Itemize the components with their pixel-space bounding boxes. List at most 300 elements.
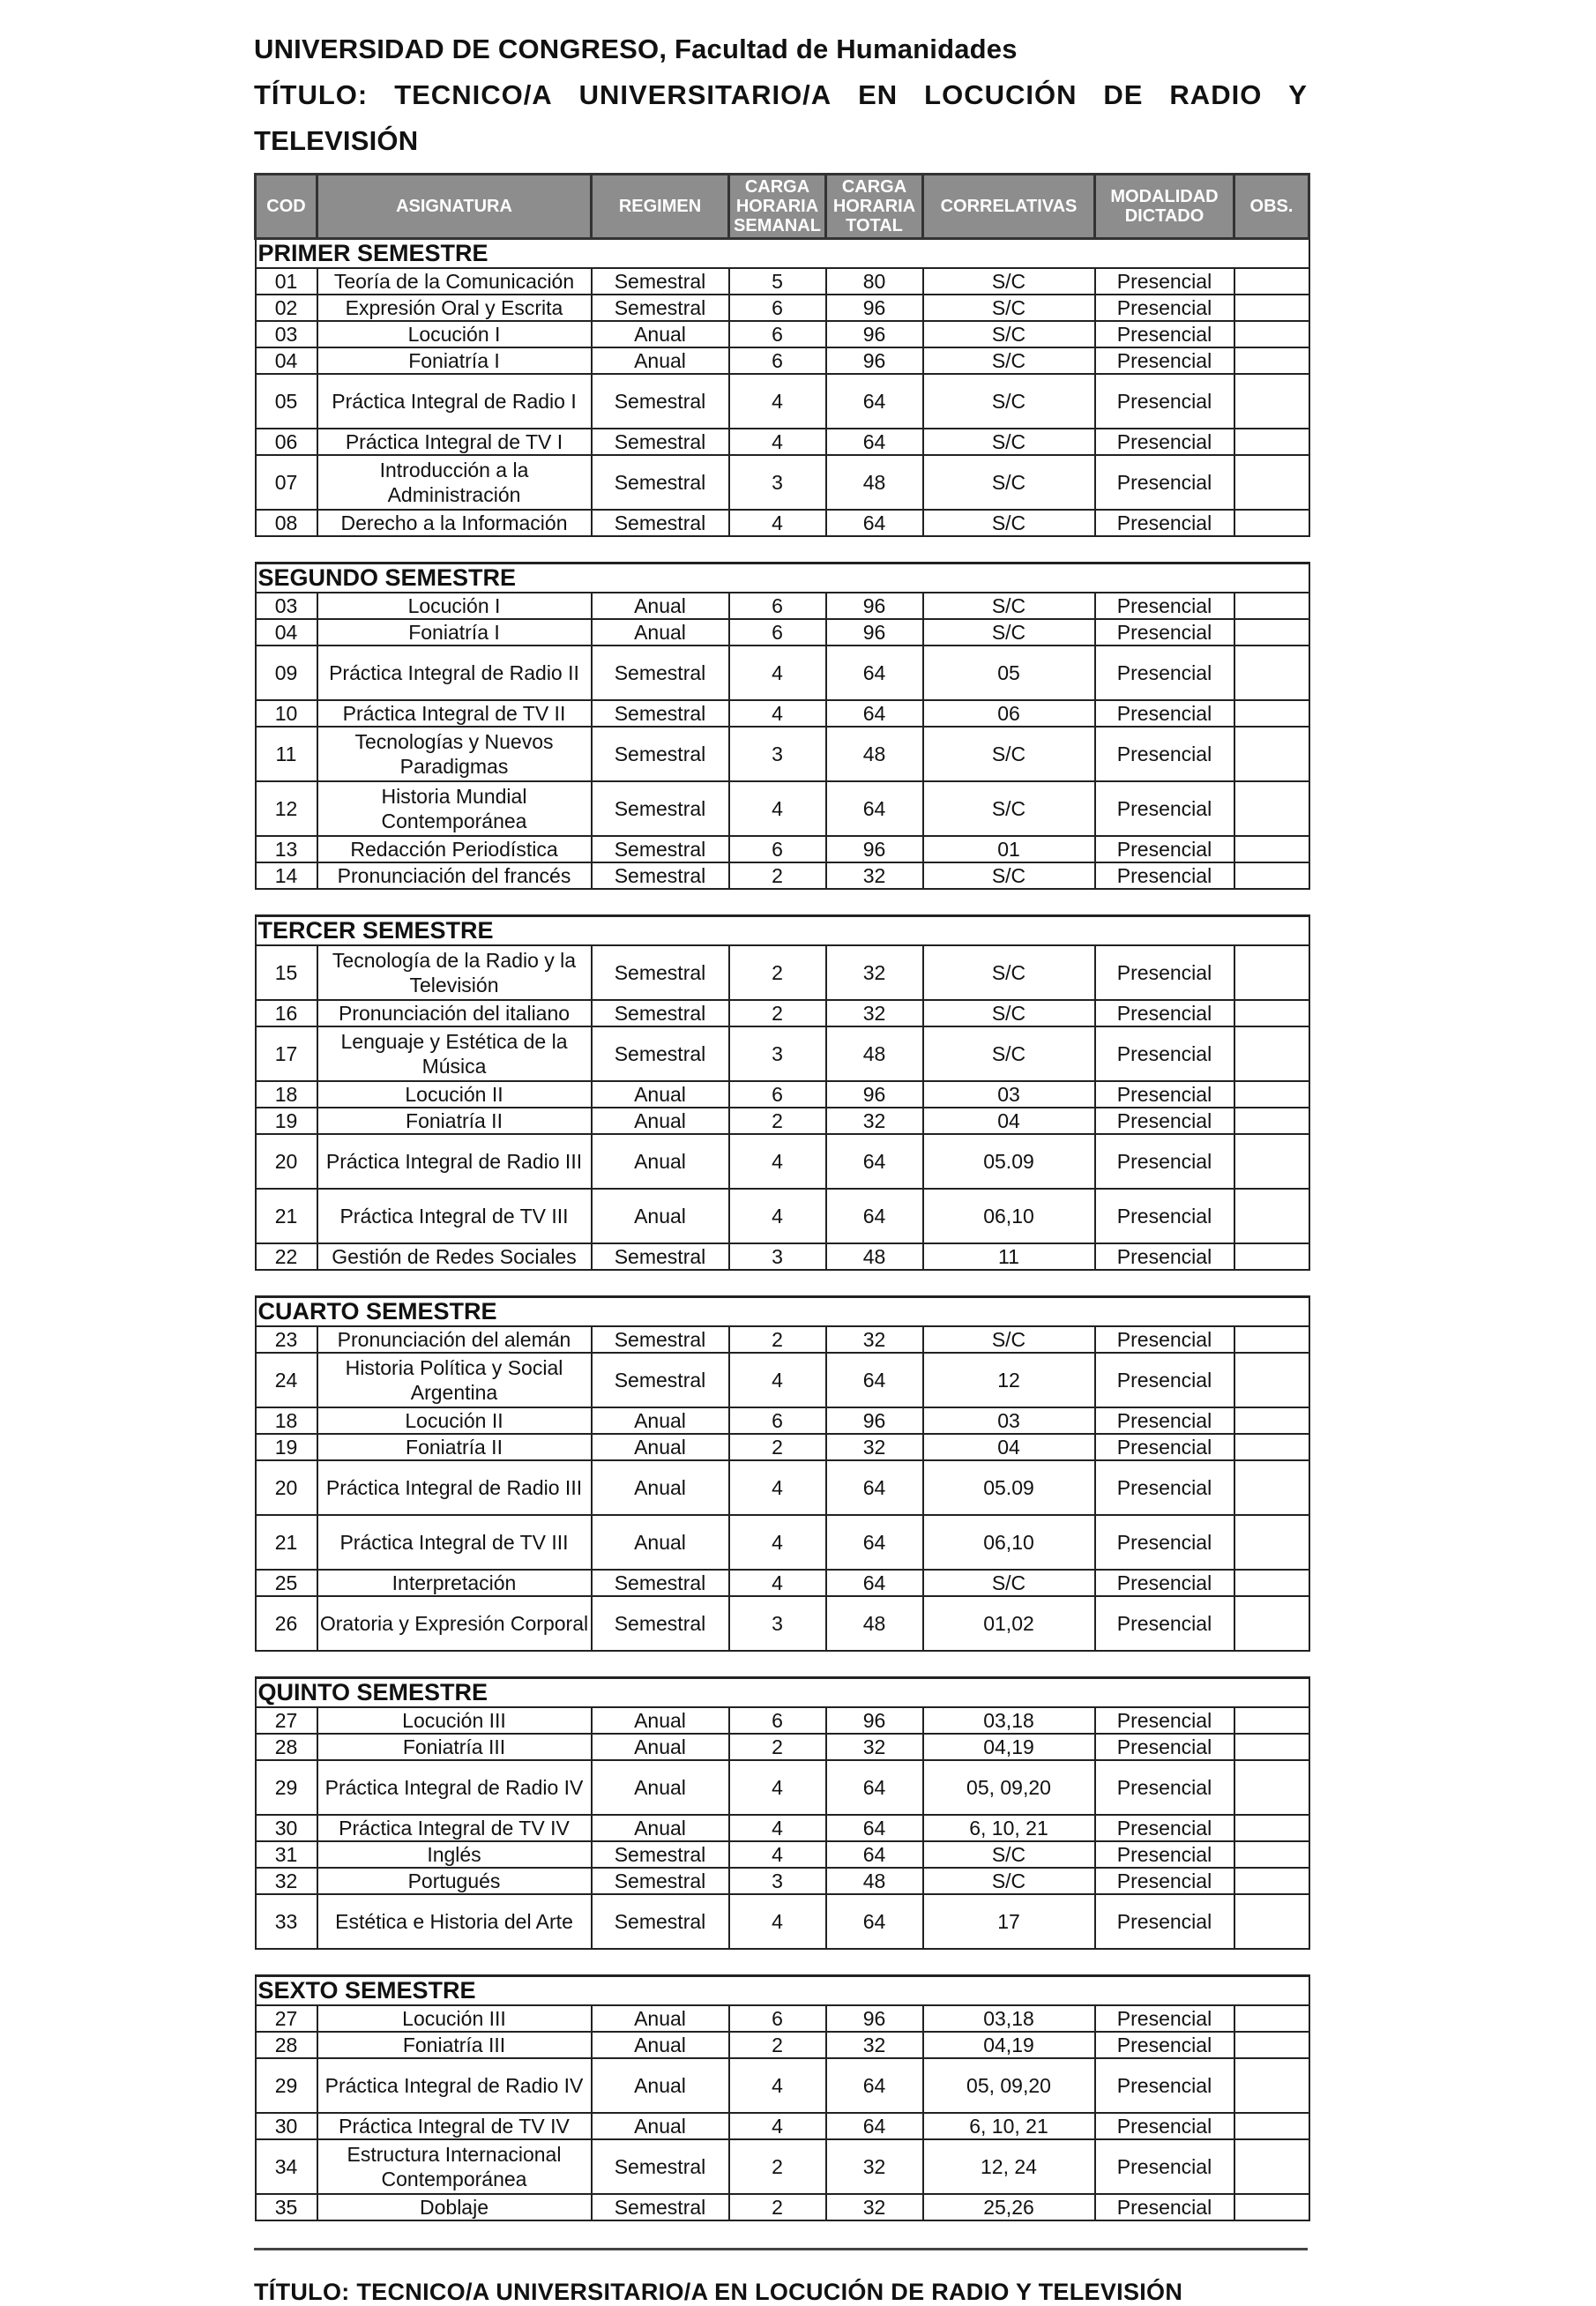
spacer-cell (256, 1949, 1309, 1976)
cell-carga-total: 64 (826, 646, 923, 700)
cell-regimen: Semestral (592, 295, 729, 321)
cell-carga-semanal: 4 (729, 1894, 826, 1949)
semester-title: SEXTO SEMESTRE (256, 1976, 1309, 2006)
cell-cod: 01 (256, 268, 317, 295)
cell-cod: 28 (256, 1734, 317, 1760)
table-row (256, 1000, 1309, 1026)
degree-title-line (254, 72, 1308, 118)
cell-carga-total: 32 (826, 2139, 923, 2194)
cell-modalidad: Presencial (1095, 945, 1234, 1000)
cell-carga-semanal: 3 (729, 455, 826, 510)
semester-spacer (256, 1949, 1309, 1976)
table-row (256, 347, 1309, 374)
cell-regimen: Anual (592, 1707, 729, 1734)
table-row (256, 619, 1309, 646)
table-row (256, 455, 1309, 510)
cell-correlativas: 01 (923, 836, 1095, 862)
cell-correlativas: 05.09 (923, 1134, 1095, 1189)
cell-asignatura: Foniatría III (317, 1734, 592, 1760)
cell-asignatura: Foniatría II (317, 1434, 592, 1460)
cell-asignatura: Gestión de Redes Sociales (317, 1243, 592, 1270)
cell-asignatura: Lenguaje y Estética de la Música (317, 1026, 592, 1081)
cell-asignatura: Práctica Integral de TV IV (317, 2113, 592, 2139)
cell-cod: 19 (256, 1434, 317, 1460)
cell-carga-semanal: 4 (729, 1841, 826, 1868)
cell-cod: 17 (256, 1026, 317, 1081)
cell-carga-total: 48 (826, 455, 923, 510)
cell-asignatura: Expresión Oral y Escrita (317, 295, 592, 321)
cell-modalidad: Presencial (1095, 1760, 1234, 1815)
cell-obs (1234, 347, 1309, 374)
cell-obs (1234, 1894, 1309, 1949)
cell-modalidad: Presencial (1095, 1707, 1234, 1734)
cell-obs (1234, 1434, 1309, 1460)
cell-correlativas: 04 (923, 1108, 1095, 1134)
cell-correlativas: 04 (923, 1434, 1095, 1460)
column-header-asignatura: ASIGNATURA (317, 175, 592, 239)
column-header-carga-semanal: CARGA HORARIA SEMANAL (729, 175, 826, 239)
cell-correlativas: 03,18 (923, 2005, 1095, 2032)
cell-carga-total: 32 (826, 1108, 923, 1134)
cell-cod: 23 (256, 1326, 317, 1353)
column-header-row (256, 175, 1309, 239)
cell-correlativas: 04,19 (923, 2032, 1095, 2058)
cell-cod: 24 (256, 1353, 317, 1407)
cell-cod: 20 (256, 1460, 317, 1515)
cell-correlativas: S/C (923, 374, 1095, 429)
title-word: EN (858, 79, 899, 110)
cell-modalidad: Presencial (1095, 1841, 1234, 1868)
title-word: TECNICO/A (394, 79, 553, 110)
cell-asignatura: Práctica Integral de Radio III (317, 1460, 592, 1515)
cell-modalidad: Presencial (1095, 455, 1234, 510)
cell-correlativas: 12 (923, 1353, 1095, 1407)
cell-carga-semanal: 4 (729, 781, 826, 836)
cell-carga-semanal: 2 (729, 1326, 826, 1353)
cell-modalidad: Presencial (1095, 347, 1234, 374)
cell-modalidad: Presencial (1095, 2032, 1234, 2058)
cell-modalidad: Presencial (1095, 2113, 1234, 2139)
cell-asignatura: Práctica Integral de TV I (317, 429, 592, 455)
cell-obs (1234, 2032, 1309, 2058)
cell-carga-total: 32 (826, 1434, 923, 1460)
cell-asignatura: Práctica Integral de Radio IV (317, 2058, 592, 2113)
table-row (256, 1407, 1309, 1434)
cell-obs (1234, 646, 1309, 700)
cell-obs (1234, 836, 1309, 862)
cell-correlativas: 6, 10, 21 (923, 1815, 1095, 1841)
cell-cod: 02 (256, 295, 317, 321)
cell-obs (1234, 2139, 1309, 2194)
cell-cod: 18 (256, 1081, 317, 1108)
table-row (256, 2005, 1309, 2032)
university-heading: UNIVERSIDAD DE CONGRESO, Facultad de Humanidades (254, 34, 1018, 64)
cell-carga-total: 64 (826, 1894, 923, 1949)
cell-cod: 03 (256, 593, 317, 619)
table-row (256, 1460, 1309, 1515)
title-word: RADIO (1169, 79, 1263, 110)
cell-carga-semanal: 3 (729, 1868, 826, 1894)
cell-regimen: Semestral (592, 1326, 729, 1353)
cell-correlativas: 04,19 (923, 1734, 1095, 1760)
semester-title: SEGUNDO SEMESTRE (256, 563, 1309, 593)
cell-cod: 26 (256, 1596, 317, 1651)
table-row (256, 1434, 1309, 1460)
cell-regimen: Anual (592, 347, 729, 374)
cell-obs (1234, 1134, 1309, 1189)
title-word: DE (1103, 79, 1144, 110)
cell-carga-semanal: 4 (729, 700, 826, 727)
cell-regimen: Semestral (592, 1894, 729, 1949)
cell-carga-semanal: 3 (729, 1243, 826, 1270)
cell-asignatura: Práctica Integral de Radio I (317, 374, 592, 429)
cell-asignatura: Práctica Integral de TV III (317, 1515, 592, 1570)
cell-regimen: Semestral (592, 862, 729, 889)
cell-carga-total: 48 (826, 1596, 923, 1651)
cell-correlativas: S/C (923, 321, 1095, 347)
footer-title: TÍTULO: TECNICO/A UNIVERSITARIO/A EN LOCUCIÓN DE RADIO Y TELEVISIÓN (254, 2279, 1183, 2305)
cell-cod: 10 (256, 700, 317, 727)
cell-carga-semanal: 2 (729, 1108, 826, 1134)
table-row (256, 295, 1309, 321)
cell-modalidad: Presencial (1095, 862, 1234, 889)
cell-carga-total: 32 (826, 1734, 923, 1760)
cell-carga-semanal: 6 (729, 295, 826, 321)
cell-correlativas: 11 (923, 1243, 1095, 1270)
cell-cod: 20 (256, 1134, 317, 1189)
cell-correlativas: S/C (923, 781, 1095, 836)
cell-cod: 13 (256, 836, 317, 862)
semester-header-row (256, 1976, 1309, 2006)
degree-title-continuation: TELEVISIÓN (254, 125, 419, 156)
cell-obs (1234, 1081, 1309, 1108)
cell-asignatura: Práctica Integral de Radio IV (317, 1760, 592, 1815)
cell-modalidad: Presencial (1095, 1134, 1234, 1189)
cell-regimen: Semestral (592, 1243, 729, 1270)
cell-obs (1234, 1353, 1309, 1407)
column-header-carga-total: CARGA HORARIA TOTAL (826, 175, 923, 239)
cell-carga-semanal: 2 (729, 2139, 826, 2194)
cell-cod: 27 (256, 1707, 317, 1734)
cell-obs (1234, 2194, 1309, 2220)
cell-modalidad: Presencial (1095, 1515, 1234, 1570)
cell-modalidad: Presencial (1095, 781, 1234, 836)
table-row (256, 1353, 1309, 1407)
cell-carga-semanal: 4 (729, 1134, 826, 1189)
cell-carga-total: 48 (826, 727, 923, 781)
cell-asignatura: Foniatría I (317, 619, 592, 646)
cell-carga-total: 64 (826, 1815, 923, 1841)
cell-asignatura: Teoría de la Comunicación (317, 268, 592, 295)
cell-asignatura: Práctica Integral de Radio II (317, 646, 592, 700)
cell-carga-total: 48 (826, 1026, 923, 1081)
cell-correlativas: S/C (923, 510, 1095, 536)
cell-obs (1234, 593, 1309, 619)
cell-cod: 12 (256, 781, 317, 836)
cell-cod: 30 (256, 1815, 317, 1841)
cell-modalidad: Presencial (1095, 1243, 1234, 1270)
cell-obs (1234, 1460, 1309, 1515)
cell-obs (1234, 1707, 1309, 1734)
cell-carga-total: 64 (826, 1134, 923, 1189)
cell-asignatura: Redacción Periodística (317, 836, 592, 862)
cell-carga-semanal: 6 (729, 593, 826, 619)
cell-carga-total: 32 (826, 945, 923, 1000)
cell-correlativas: 06 (923, 700, 1095, 727)
cell-carga-total: 64 (826, 374, 923, 429)
cell-regimen: Anual (592, 1460, 729, 1515)
cell-obs (1234, 1189, 1309, 1243)
cell-modalidad: Presencial (1095, 510, 1234, 536)
cell-regimen: Anual (592, 619, 729, 646)
cell-correlativas: 06,10 (923, 1515, 1095, 1570)
cell-carga-semanal: 6 (729, 836, 826, 862)
cell-carga-semanal: 4 (729, 1189, 826, 1243)
cell-correlativas: 03,18 (923, 1707, 1095, 1734)
cell-correlativas: S/C (923, 347, 1095, 374)
cell-cod: 07 (256, 455, 317, 510)
cell-regimen: Semestral (592, 1841, 729, 1868)
cell-carga-semanal: 4 (729, 1760, 826, 1815)
cell-regimen: Semestral (592, 1000, 729, 1026)
cell-cod: 31 (256, 1841, 317, 1868)
table-row (256, 1026, 1309, 1081)
cell-modalidad: Presencial (1095, 2194, 1234, 2220)
table-row (256, 727, 1309, 781)
cell-cod: 19 (256, 1108, 317, 1134)
table-row (256, 1707, 1309, 1734)
cell-regimen: Anual (592, 2032, 729, 2058)
table-row (256, 2032, 1309, 2058)
table-row (256, 1841, 1309, 1868)
cell-obs (1234, 1515, 1309, 1570)
cell-carga-semanal: 3 (729, 1596, 826, 1651)
cell-asignatura: Estética e Historia del Arte (317, 1894, 592, 1949)
cell-regimen: Semestral (592, 1353, 729, 1407)
cell-carga-semanal: 4 (729, 374, 826, 429)
cell-cod: 16 (256, 1000, 317, 1026)
cell-modalidad: Presencial (1095, 1081, 1234, 1108)
cell-asignatura: Derecho a la Información (317, 510, 592, 536)
cell-correlativas: 06,10 (923, 1189, 1095, 1243)
table-row (256, 1570, 1309, 1596)
cell-asignatura: Portugués (317, 1868, 592, 1894)
cell-correlativas: S/C (923, 945, 1095, 1000)
cell-asignatura: Foniatría I (317, 347, 592, 374)
cell-modalidad: Presencial (1095, 727, 1234, 781)
cell-correlativas: 05, 09,20 (923, 1760, 1095, 1815)
cell-regimen: Semestral (592, 1570, 729, 1596)
cell-modalidad: Presencial (1095, 1353, 1234, 1407)
table-row (256, 429, 1309, 455)
cell-regimen: Anual (592, 1189, 729, 1243)
cell-obs (1234, 1026, 1309, 1081)
cell-cod: 08 (256, 510, 317, 536)
cell-cod: 21 (256, 1189, 317, 1243)
cell-modalidad: Presencial (1095, 2005, 1234, 2032)
cell-regimen: Semestral (592, 510, 729, 536)
semester-title: PRIMER SEMESTRE (256, 239, 1309, 269)
cell-correlativas: S/C (923, 727, 1095, 781)
cell-carga-total: 96 (826, 1407, 923, 1434)
cell-regimen: Semestral (592, 2194, 729, 2220)
cell-asignatura: Tecnología de la Radio y la Televisión (317, 945, 592, 1000)
cell-regimen: Anual (592, 321, 729, 347)
cell-modalidad: Presencial (1095, 1000, 1234, 1026)
cell-carga-total: 48 (826, 1243, 923, 1270)
cell-carga-total: 32 (826, 2194, 923, 2220)
table-row (256, 374, 1309, 429)
cell-asignatura: Interpretación (317, 1570, 592, 1596)
cell-carga-semanal: 5 (729, 268, 826, 295)
cell-obs (1234, 1841, 1309, 1868)
cell-modalidad: Presencial (1095, 295, 1234, 321)
cell-carga-total: 96 (826, 1081, 923, 1108)
cell-carga-semanal: 6 (729, 347, 826, 374)
table-row (256, 2113, 1309, 2139)
cell-carga-semanal: 6 (729, 2005, 826, 2032)
cell-obs (1234, 1734, 1309, 1760)
cell-carga-total: 64 (826, 1570, 923, 1596)
semester-header-row (256, 916, 1309, 946)
cell-cod: 05 (256, 374, 317, 429)
semester-header-row (256, 1297, 1309, 1327)
cell-asignatura: Pronunciación del francés (317, 862, 592, 889)
cell-regimen: Anual (592, 1515, 729, 1570)
cell-correlativas: S/C (923, 862, 1095, 889)
cell-asignatura: Práctica Integral de TV IV (317, 1815, 592, 1841)
cell-obs (1234, 619, 1309, 646)
cell-obs (1234, 1815, 1309, 1841)
cell-correlativas: 17 (923, 1894, 1095, 1949)
cell-cod: 18 (256, 1407, 317, 1434)
cell-carga-total: 64 (826, 510, 923, 536)
cell-modalidad: Presencial (1095, 1815, 1234, 1841)
cell-asignatura: Locución II (317, 1081, 592, 1108)
cell-obs (1234, 374, 1309, 429)
cell-regimen: Semestral (592, 374, 729, 429)
table-row (256, 1081, 1309, 1108)
cell-obs (1234, 455, 1309, 510)
table-row (256, 1134, 1309, 1189)
cell-carga-semanal: 6 (729, 1407, 826, 1434)
cell-regimen: Anual (592, 1815, 729, 1841)
cell-carga-total: 32 (826, 862, 923, 889)
cell-asignatura: Locución I (317, 593, 592, 619)
cell-cod: 22 (256, 1243, 317, 1270)
cell-asignatura: Práctica Integral de Radio III (317, 1134, 592, 1189)
cell-carga-total: 64 (826, 429, 923, 455)
cell-modalidad: Presencial (1095, 2139, 1234, 2194)
table-row (256, 593, 1309, 619)
cell-cod: 04 (256, 619, 317, 646)
cell-asignatura: Locución II (317, 1407, 592, 1434)
cell-correlativas: 03 (923, 1081, 1095, 1108)
table-row (256, 646, 1309, 700)
cell-regimen: Anual (592, 593, 729, 619)
cell-obs (1234, 268, 1309, 295)
cell-cod: 29 (256, 1760, 317, 1815)
table-row (256, 1108, 1309, 1134)
cell-carga-total: 96 (826, 836, 923, 862)
cell-asignatura: Pronunciación del alemán (317, 1326, 592, 1353)
cell-carga-semanal: 2 (729, 2032, 826, 2058)
cell-regimen: Anual (592, 2113, 729, 2139)
title-word: Y (1288, 79, 1308, 110)
cell-asignatura: Foniatría III (317, 2032, 592, 2058)
cell-carga-semanal: 2 (729, 1000, 826, 1026)
column-header-regimen: REGIMEN (592, 175, 729, 239)
cell-regimen: Semestral (592, 836, 729, 862)
cell-obs (1234, 1326, 1309, 1353)
cell-correlativas: S/C (923, 268, 1095, 295)
cell-obs (1234, 2005, 1309, 2032)
cell-modalidad: Presencial (1095, 268, 1234, 295)
table-row (256, 1760, 1309, 1815)
cell-carga-semanal: 2 (729, 945, 826, 1000)
cell-cod: 09 (256, 646, 317, 700)
cell-asignatura: Pronunciación del italiano (317, 1000, 592, 1026)
semester-title: TERCER SEMESTRE (256, 916, 1309, 946)
title-word: TÍTULO: (254, 79, 369, 110)
cell-regimen: Anual (592, 1734, 729, 1760)
cell-carga-total: 96 (826, 347, 923, 374)
cell-obs (1234, 862, 1309, 889)
semester-spacer (256, 1270, 1309, 1297)
cell-correlativas: S/C (923, 429, 1095, 455)
cell-carga-total: 64 (826, 1189, 923, 1243)
semester-title: CUARTO SEMESTRE (256, 1297, 1309, 1327)
cell-carga-semanal: 4 (729, 2113, 826, 2139)
cell-obs (1234, 781, 1309, 836)
cell-obs (1234, 1407, 1309, 1434)
table-row (256, 321, 1309, 347)
cell-regimen: Anual (592, 1081, 729, 1108)
table-row (256, 268, 1309, 295)
cell-asignatura: Foniatría II (317, 1108, 592, 1134)
cell-carga-total: 64 (826, 1460, 923, 1515)
cell-obs (1234, 1243, 1309, 1270)
cell-modalidad: Presencial (1095, 2058, 1234, 2113)
cell-obs (1234, 2058, 1309, 2113)
cell-regimen: Semestral (592, 429, 729, 455)
cell-modalidad: Presencial (1095, 1734, 1234, 1760)
cell-asignatura: Historia Mundial Contemporánea (317, 781, 592, 836)
cell-regimen: Semestral (592, 268, 729, 295)
table-row (256, 1894, 1309, 1949)
cell-modalidad: Presencial (1095, 593, 1234, 619)
cell-carga-total: 96 (826, 321, 923, 347)
cell-carga-semanal: 2 (729, 1434, 826, 1460)
semester-spacer (256, 536, 1309, 563)
table-row (256, 1189, 1309, 1243)
cell-modalidad: Presencial (1095, 374, 1234, 429)
cell-correlativas: S/C (923, 593, 1095, 619)
cell-obs (1234, 1596, 1309, 1651)
cell-regimen: Semestral (592, 646, 729, 700)
cell-asignatura: Tecnologías y Nuevos Paradigmas (317, 727, 592, 781)
cell-regimen: Anual (592, 1407, 729, 1434)
cell-obs (1234, 1760, 1309, 1815)
cell-modalidad: Presencial (1095, 1596, 1234, 1651)
cell-modalidad: Presencial (1095, 1460, 1234, 1515)
cell-carga-total: 64 (826, 2058, 923, 2113)
spacer-cell (256, 1270, 1309, 1297)
cell-correlativas: S/C (923, 455, 1095, 510)
cell-cod: 33 (256, 1894, 317, 1949)
cell-cod: 03 (256, 321, 317, 347)
spacer-cell (256, 889, 1309, 916)
